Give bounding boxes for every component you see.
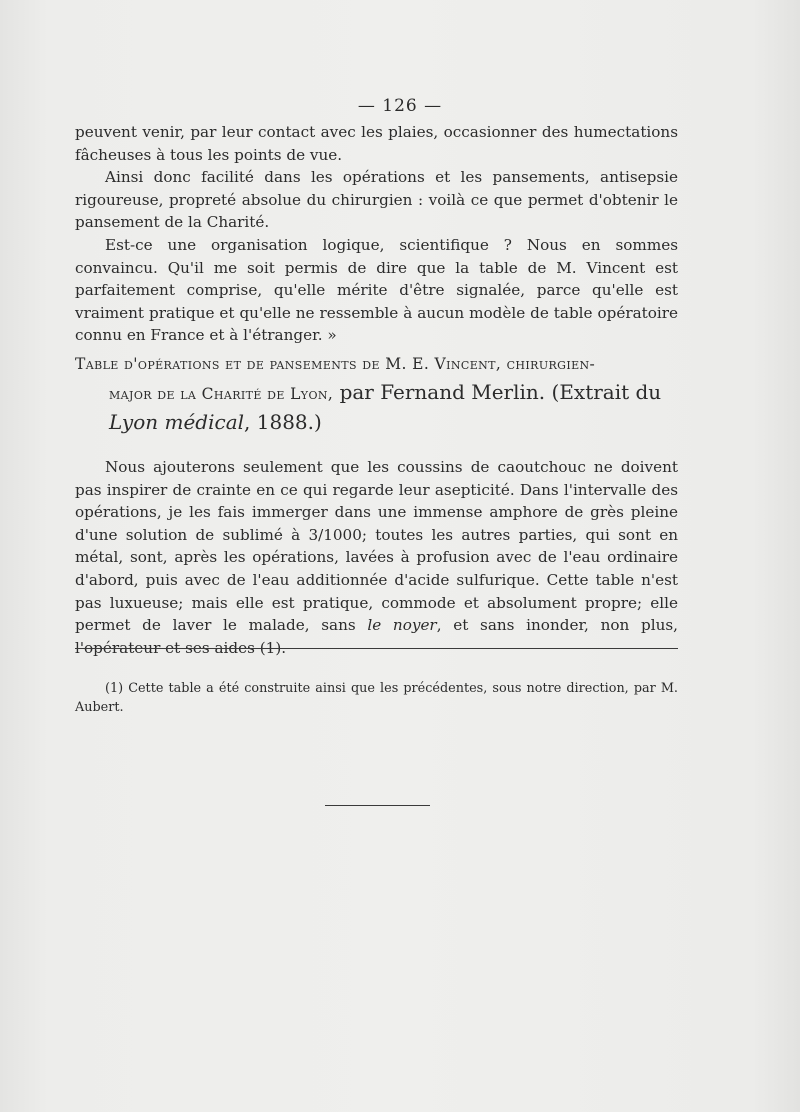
paragraph-coussins xyxy=(75,456,678,659)
heading-title: Table d'opérations et de pansements de M. E. Vincent, chirurgien- xyxy=(75,355,596,373)
end-rule xyxy=(325,805,430,806)
paragraph-organisation: Est-ce une organisation logique, scientifique ? Nous en sommes convaincu. Qu'il me soit permis de dire que la table de M. Vincent est parfaitement comprise, qu'elle mérite d'être signalée, parce qu'elle est vraiment pratique et qu'elle ne ressemble à aucun modèle de table opératoire connu en France et à l'étranger. » xyxy=(75,235,678,345)
heading-journal: Lyon médical xyxy=(109,410,245,434)
top-text-block xyxy=(75,121,678,347)
heading-author: par Fernand Merlin. (Extrait du xyxy=(333,380,662,404)
footnote xyxy=(75,679,678,717)
paragraph-continuation: peuvent venir, par leur contact avec les plaies, occasionner des humectations fâcheuses à tous les points de vue. xyxy=(75,123,678,164)
paragraph-facilite: Ainsi donc facilité dans les opérations et les pansements, antisepsie rigoureuse, propreté absolue du chirurgien : voilà ce que permet d'obtenir le pansement de la Charité. xyxy=(75,168,678,232)
section-heading xyxy=(75,350,678,438)
paragraph-coussins-italic: le noyer xyxy=(367,616,437,635)
paragraph-coussins-text: Nous ajouterons seulement que les coussins de caoutchouc ne doivent pas inspirer de crainte en ce qui regarde leur asepticité. Dans l'intervalle des opérations, je les fais immerger dans une immense amphore de grès pleine d'une solution de sublimé à 3/1000; toutes les autres parties, qui sont en métal, sont, après les opérations, lavées à profusion avec de l'eau ordinaire d'abord, puis avec de l'eau additionnée d'acide sulfurique. Cette table n'est pas luxueuse; mais elle est pratique, commode et absolument propre; elle permet de laver le malade, sans xyxy=(75,458,678,635)
heading-year: , 1888.) xyxy=(244,410,322,434)
footnote-divider xyxy=(75,648,678,649)
page-number: — 126 — xyxy=(357,96,443,116)
heading-title-cont: major de la Charité de Lyon, xyxy=(109,385,334,403)
main-text-block xyxy=(75,456,678,659)
paragraph-coussins-end: , et sans inonder, non plus, l'opérateur et ses aides (1). xyxy=(75,616,678,657)
footnote-text: (1) Cette table a été construite ainsi que les précédentes, sous notre direction, par M. Aubert. xyxy=(75,681,678,715)
